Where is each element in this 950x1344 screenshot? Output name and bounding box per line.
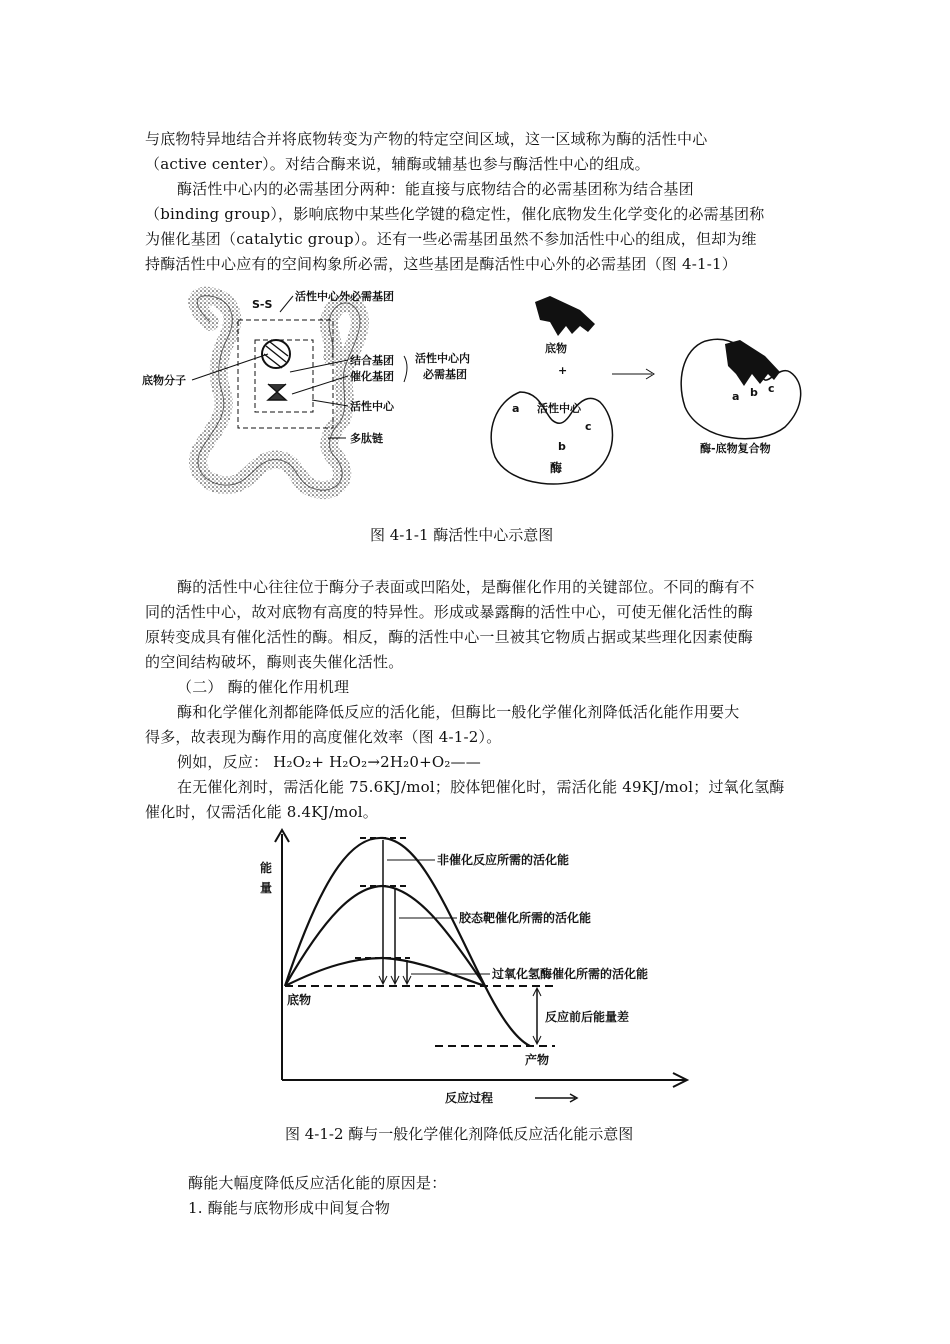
complex-site-a: a <box>732 390 740 403</box>
paragraph-line: 为催化基团（catalytic group）。还有一些必需基团虽然不参加活性中心的组成，但却为维 <box>145 230 757 248</box>
section-heading: （二） 酶的催化作用机理 <box>177 678 350 696</box>
figure-active-center <box>140 282 820 517</box>
label-catalytic-group: 催化基团 <box>350 370 394 383</box>
figure-caption: 图 4-1-2 酶与一般化学催化剂降低反应活化能示意图 <box>285 1125 634 1143</box>
paragraph-line: 酶活性中心内的必需基团分两种：能直接与底物结合的必需基团称为结合基团 <box>177 180 694 198</box>
lock-and-key-diagram <box>491 296 801 484</box>
label-complex: 酶-底物复合物 <box>700 442 771 455</box>
site-b: b <box>558 440 566 453</box>
label-essential-inside: 活性中心内 <box>415 352 470 365</box>
paragraph-line: 酶的活性中心往往位于酶分子表面或凹陷处，是酶催化作用的关键部位。不同的酶有不 <box>177 578 755 596</box>
label-noncatalyzed: 非催化反应所需的活化能 <box>437 853 570 867</box>
label-ss: S-S <box>252 298 273 311</box>
paragraph-line: 得多，故表现为酶作用的高度催化效率（图 4-1-2）。 <box>145 728 502 746</box>
paragraph-line: 持酶活性中心应有的空间构象所必需，这些基团是酶活性中心外的必需基团（图 4-1-1） <box>145 255 737 273</box>
equation-line: 例如，反应： H₂O₂+ H₂O₂→2H₂0+O₂—— <box>177 753 481 771</box>
label-pd-catalyzed: 胶态靶催化所需的活化能 <box>459 911 592 925</box>
label-polypeptide: 多肽链 <box>350 432 383 445</box>
list-item: 1. 酶能与底物形成中间复合物 <box>188 1199 391 1217</box>
paragraph-line: 同的活性中心，故对底物有高度的特异性。形成或暴露酶的活性中心，可使无催化活性的酶 <box>145 603 754 621</box>
curve-pd-catalyzed <box>285 886 485 986</box>
paragraph-line: 与底物特异地结合并将底物转变为产物的特定空间区域，这一区域称为酶的活性中心 <box>145 130 708 148</box>
label-enzyme-catalyzed: 过氧化氢酶催化所需的活化能 <box>492 967 649 981</box>
y-label-2: 量 <box>260 881 273 895</box>
label-substrate-molecule: 底物分子 <box>142 374 186 387</box>
label-essential-inside-2: 必需基团 <box>423 368 467 381</box>
label-substrate: 底物 <box>287 993 312 1007</box>
paragraph-line: 的空间结构破坏，酶则丧失催化活性。 <box>145 653 404 671</box>
folded-polypeptide <box>142 289 470 490</box>
paragraph-line: 酶和化学催化剂都能降低反应的活化能，但酶比一般化学催化剂降低活化能作用要大 <box>177 703 740 721</box>
figure-caption: 图 4-1-1 酶活性中心示意图 <box>370 526 554 544</box>
figure-activation-energy <box>245 826 705 1116</box>
y-label-1: 能 <box>260 861 273 875</box>
site-a: a <box>512 402 520 415</box>
complex-site-b: b <box>750 386 758 399</box>
curve-enzyme-catalyzed <box>285 958 485 986</box>
paragraph-line: （binding group），影响底物中某些化学键的稳定性，催化底物发生化学变化的必需基团称 <box>145 205 765 223</box>
label-substrate: 底物 <box>545 342 567 355</box>
label-enzyme: 酶 <box>550 461 563 475</box>
curve-noncatalyzed <box>285 838 530 1046</box>
paragraph-line: 原转变成具有催化活性的酶。相反，酶的活性中心一旦被其它物质占据或某些理化因素使酶 <box>145 628 754 646</box>
paragraph-line: （active center）。对结合酶来说，辅酶或辅基也参与酶活性中心的组成。 <box>145 155 650 173</box>
site-c: c <box>585 420 592 433</box>
label-outside-groups: 活性中心外必需基团 <box>295 290 394 303</box>
label-energy-difference: 反应前后能量差 <box>545 1010 630 1024</box>
label-enzyme-active-center: 活性中心 <box>537 402 581 415</box>
paragraph-line: 在无催化剂时，需活化能 75.6KJ/mol；胶体钯催化时，需活化能 49KJ/mol；过氧化氢酶 <box>177 778 785 796</box>
label-plus: + <box>558 364 568 377</box>
paragraph-line: 催化时，仅需活化能 8.4KJ/mol。 <box>145 803 378 821</box>
x-label: 反应过程 <box>445 1091 494 1105</box>
label-product: 产物 <box>525 1053 550 1067</box>
label-active-center: 活性中心 <box>350 400 394 413</box>
label-binding-group: 结合基团 <box>350 354 394 367</box>
paragraph-line: 酶能大幅度降低反应活化能的原因是： <box>188 1174 447 1192</box>
complex-site-c: c <box>768 382 775 395</box>
